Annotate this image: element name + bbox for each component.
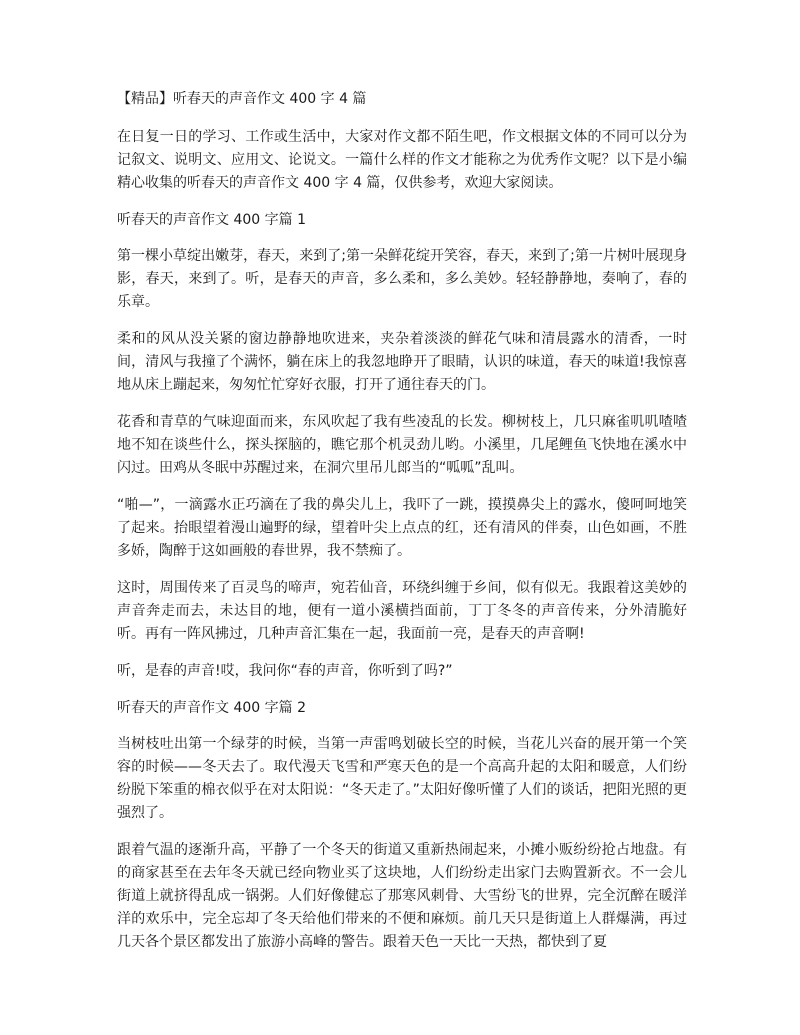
body-paragraph: “啪—”，一滴露水正巧滴在了我的鼻尖儿上，我吓了一跳，摸摸鼻尖上的露水，傻呵呵地笑了起来。抬眼望着漫山遍野的绿，望着叶尖上点点的红，还有清风的伴奏，山色如画，不胜多娇，陶醉于这如画般的春世界，我不禁痴了。 [117, 497, 687, 559]
body-paragraph: 跟着气温的逐渐升高，平静了一个冬天的街道又重新热闹起来，小摊小贩纷纷抢占地盘。有的商家甚至在去年冬天就已经向物业买了这块地，人们纷纷走出家门去购置新衣。不一会儿街道上就挤得乱成一锅粥。人们好像健忘了那寒风刺骨、大雪纷飞的世界，完全沉醉在暖洋洋的欢乐中，完全忘却了冬天给他们带来的不便和麻烦。前几天只是街道上人群爆满，再过几天各个景区都发出了旅游小高峰的警告。跟着天色一天比一天热，都快到了夏 [117, 842, 687, 950]
body-paragraph: 这时，周围传来了百灵鸟的啼声，宛若仙音，环绕纠缠于乡间，似有似无。我跟着这美妙的声音奔走而去，未达目的地，便有一道小溪横挡面前，丁丁冬冬的声音传来，分外清脆好听。再有一阵风拂过，几种声音汇集在一起，我面前一亮，是春天的声音啊! [117, 580, 687, 642]
body-paragraph: 柔和的风从没关紧的窗边静静地吹进来，夹杂着淡淡的鲜花气味和清晨露水的清香，一时间，清风与我撞了个满怀，躺在床上的我忽地睁开了眼睛，认识的味道，春天的味道!我惊喜地从床上蹦起来，匆匆忙忙穿好衣服，打开了通往春天的门。 [117, 331, 687, 393]
body-paragraph: 听，是春的声音!哎，我问你“春的声音，你听到了吗?” [117, 663, 453, 679]
intro-paragraph: 在日复一日的学习、工作或生活中，大家对作文都不陌生吧，作文根据文体的不同可以分为记叙文、说明文、应用文、论说文。一篇什么样的作文才能称之为优秀作文呢？以下是小编精心收集的听春天的声音作文 400 字 4 篇，仅供参考，欢迎大家阅读。 [117, 129, 687, 191]
document-title: 【精品】听春天的声音作文 400 字 4 篇 [117, 91, 367, 107]
body-paragraph: 当树枝吐出第一个绿芽的时候，当第一声雷鸣划破长空的时候，当花儿兴奋的展开第一个笑容的时候——冬天去了。取代漫天飞雪和严寒天色的是一个高高升起的太阳和暖意，人们纷纷脱下笨重的棉衣似乎在对太阳说：“冬天走了。”太阳好像听懂了人们的谈话，把阳光照的更强烈了。 [117, 736, 687, 821]
section-heading: 听春天的声音作文 400 字篇 1 [117, 212, 306, 228]
section-heading: 听春天的声音作文 400 字篇 2 [117, 700, 306, 716]
body-paragraph: 花香和青草的气味迎面而来，东风吹起了我有些凌乱的长发。柳树枝上，几只麻雀叽叽喳喳地不知在谈些什么，探头探脑的，瞧它那个机灵劲儿哟。小溪里，几尾鲤鱼飞快地在溪水中闪过。田鸡从冬眠中苏醒过来，在洞穴里吊儿郎当的“呱呱”乱叫。 [117, 414, 687, 476]
document-page [117, 88, 687, 968]
body-paragraph: 第一棵小草绽出嫩芽，春天，来到了;第一朵鲜花绽开笑容，春天，来到了;第一片树叶展现身影，春天，来到了。听，是春天的声音，多么柔和，多么美妙。轻轻静静地，奏响了，春的乐章。 [117, 248, 687, 310]
